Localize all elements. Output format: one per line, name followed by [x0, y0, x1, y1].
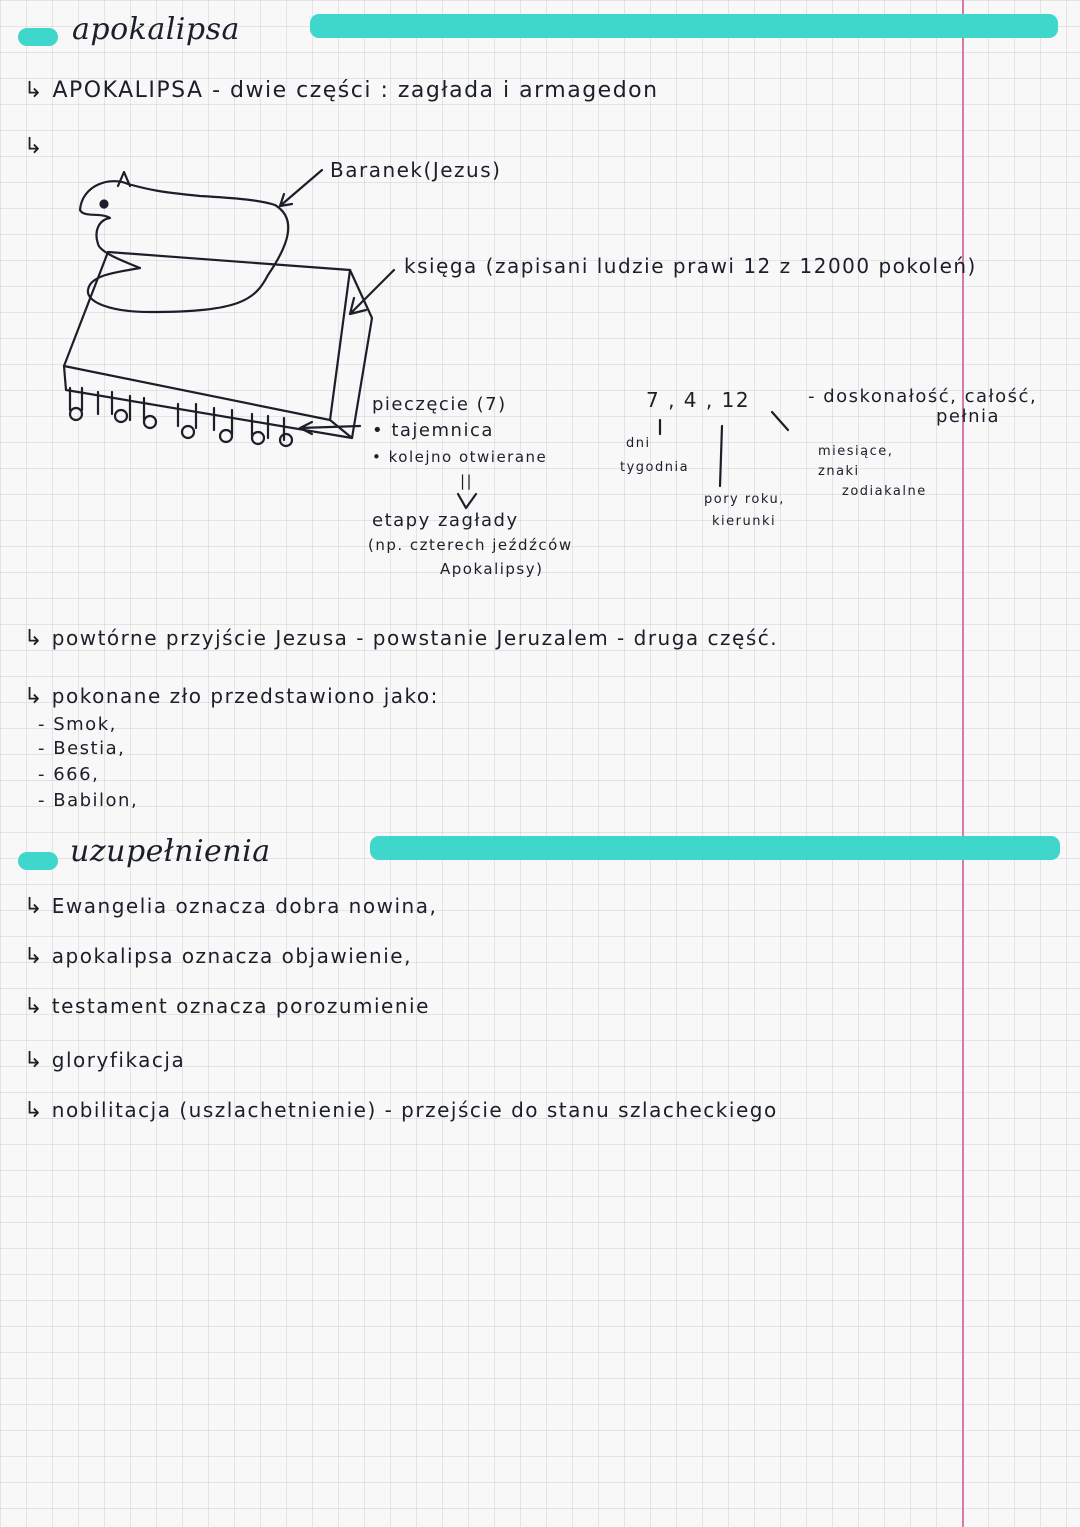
book-side	[330, 270, 372, 438]
note-line	[24, 1048, 185, 1073]
numbers-meaning: - doskonałość, całość,	[808, 386, 1038, 407]
section-heading: uzupełnienia	[70, 834, 271, 869]
seals-point: • kolejno otwierane	[372, 448, 548, 466]
section-heading: apokalipsa	[72, 12, 240, 47]
note-text: APOKALIPSA - dwie części : zagłada i armagedon	[52, 78, 659, 103]
note-4: pory roku,	[704, 492, 785, 507]
pointer-arrow	[458, 494, 476, 508]
symbolic-numbers: 7 , 4 , 12	[646, 388, 751, 412]
note-text: powtórne przyjście Jezusa - powstanie Jeruzalem - druga część.	[51, 626, 779, 650]
lamb-outline	[80, 181, 288, 312]
numbers-meaning: pełnia	[936, 406, 1001, 427]
note-4: kierunki	[712, 514, 777, 529]
book-label: księga (zapisani ludzie prawi 12 z 12000 pokoleń)	[404, 254, 977, 278]
heading-banner	[370, 836, 1060, 860]
heading-banner	[18, 852, 58, 870]
arrow-bullet-icon: ↳	[24, 1048, 44, 1073]
arrow-bullet-icon: ↳	[24, 626, 44, 651]
evil-list-item: - 666,	[38, 764, 100, 785]
arrow-bullet-icon: ↳	[24, 78, 44, 103]
note-line	[24, 684, 439, 709]
note-line	[24, 626, 778, 651]
note-line	[24, 894, 437, 919]
evil-list-item: - Bestia,	[38, 738, 126, 759]
stages-line: Apokalipsy)	[440, 560, 544, 578]
arrow-bullet-icon: ↳	[24, 894, 44, 919]
note-text: pokonane zło przedstawiono jako:	[51, 684, 439, 708]
note-text: Ewangelia oznacza dobra nowina,	[51, 894, 438, 918]
arrow-bullet-icon: ↳	[24, 994, 44, 1019]
note-12: miesiące,	[818, 444, 894, 459]
pointer-arrow	[280, 170, 322, 206]
evil-list-item: - Babilon,	[38, 790, 139, 811]
note-12: znaki	[818, 464, 860, 479]
arrow-bullet-icon: ↳	[24, 684, 44, 709]
note-text: apokalipsa oznacza objawienie,	[51, 944, 412, 968]
note-line	[24, 1098, 778, 1123]
note-line	[24, 994, 430, 1019]
note-text: testament oznacza porozumienie	[51, 994, 430, 1018]
lamb-label: Baranek(Jezus)	[330, 158, 502, 182]
stages-line: etapy zagłady	[372, 510, 519, 531]
arrow-bullet-icon: ↳	[24, 134, 44, 159]
note-line	[24, 944, 412, 969]
book-top	[64, 252, 350, 420]
stages-line: (np. czterech jeźdźców	[368, 536, 573, 554]
arrow-bullet-icon: ↳	[24, 1098, 44, 1123]
pointer-arrow	[350, 270, 394, 314]
note-7: tygodnia	[620, 460, 690, 475]
evil-list-item: - Smok,	[38, 714, 117, 735]
equals-sign: ||	[460, 472, 474, 490]
seals-title: pieczęcie (7)	[372, 394, 507, 415]
seals-point: • tajemnica	[372, 420, 494, 441]
pointer-arrow	[300, 422, 360, 434]
note-text: gloryfikacja	[51, 1048, 186, 1072]
arrow-bullet-icon: ↳	[24, 944, 44, 969]
note-text: nobilitacja (uszlachetnienie) - przejście do stanu szlacheckiego	[51, 1098, 778, 1122]
note-12: zodiakalne	[842, 484, 927, 499]
note-7: dni	[626, 436, 651, 451]
